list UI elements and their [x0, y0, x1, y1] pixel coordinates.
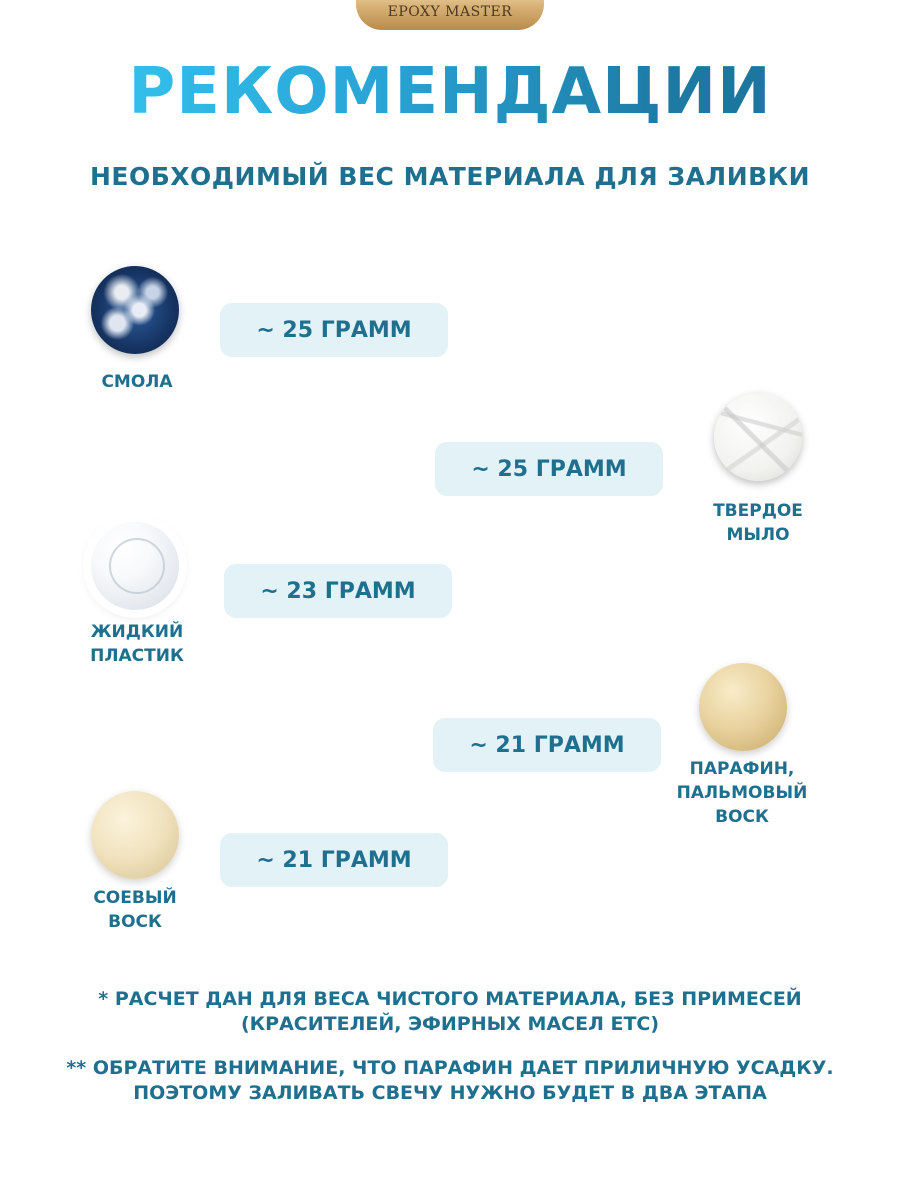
paraffin-label-line: ПАЛЬМОВЫЙ — [676, 783, 808, 803]
soy-wax-label-line: СОЕВЫЙ — [93, 888, 177, 908]
soap-label-line: МЫЛО — [726, 525, 790, 545]
plastic-label-line: ЖИДКИЙ — [90, 622, 184, 642]
plastic-label — [72, 620, 202, 668]
soy-wax-sphere-icon — [91, 791, 179, 879]
resin-weight-pill: ~ 25 ГРАММ — [220, 303, 448, 357]
resin-label-line: СМОЛА — [101, 372, 173, 392]
footnote-pure-material — [0, 987, 900, 1037]
footnote-paraffin-shrinkage — [0, 1056, 900, 1106]
soap-weight-pill: ~ 25 ГРАММ — [435, 442, 663, 496]
paraffin-sphere-icon — [699, 663, 787, 751]
paraffin-weight-pill: ~ 21 ГРАММ — [433, 718, 661, 772]
footnote-line: * РАСЧЕТ ДАН ДЛЯ ВЕСА ЧИСТОГО МАТЕРИАЛА, БЕЗ ПРИМЕСЕЙ — [98, 988, 802, 1010]
page-subtitle: НЕОБХОДИМЫЙ ВЕС МАТЕРИАЛА ДЛЯ ЗАЛИВКИ — [89, 162, 811, 191]
footnote-line: (КРАСИТЕЛЕЙ, ЭФИРНЫХ МАСЕЛ ETC) — [240, 1013, 660, 1035]
soap-sphere-icon — [714, 393, 802, 481]
brand-badge — [356, 0, 544, 30]
soap-label-line: ТВЕРДОЕ — [713, 501, 803, 521]
page-title: РЕКОМЕНДАЦИИ — [0, 52, 900, 132]
brand-name: EPOXY MASTER — [387, 4, 513, 20]
soap-label — [698, 499, 818, 547]
plastic-label-line: ПЛАСТИК — [90, 646, 184, 666]
resin-label — [77, 370, 197, 394]
soy-wax-label — [75, 886, 195, 934]
paraffin-label — [667, 757, 817, 829]
plastic-sphere-icon — [91, 522, 179, 610]
soy-wax-label-line: ВОСК — [108, 912, 162, 932]
soy-wax-weight-pill: ~ 21 ГРАММ — [220, 833, 448, 887]
footnote-line: ПОЭТОМУ ЗАЛИВАТЬ СВЕЧУ НУЖНО БУДЕТ В ДВА ЭТАПА — [133, 1082, 767, 1104]
plastic-weight-pill: ~ 23 ГРАММ — [224, 564, 452, 618]
resin-sphere-icon — [91, 266, 179, 354]
paraffin-label-line: ВОСК — [715, 807, 769, 827]
paraffin-label-line: ПАРАФИН, — [689, 759, 795, 779]
footnote-line: ** ОБРАТИТЕ ВНИМАНИЕ, ЧТО ПАРАФИН ДАЕТ ПРИЛИЧНУЮ УСАДКУ. — [66, 1057, 834, 1079]
